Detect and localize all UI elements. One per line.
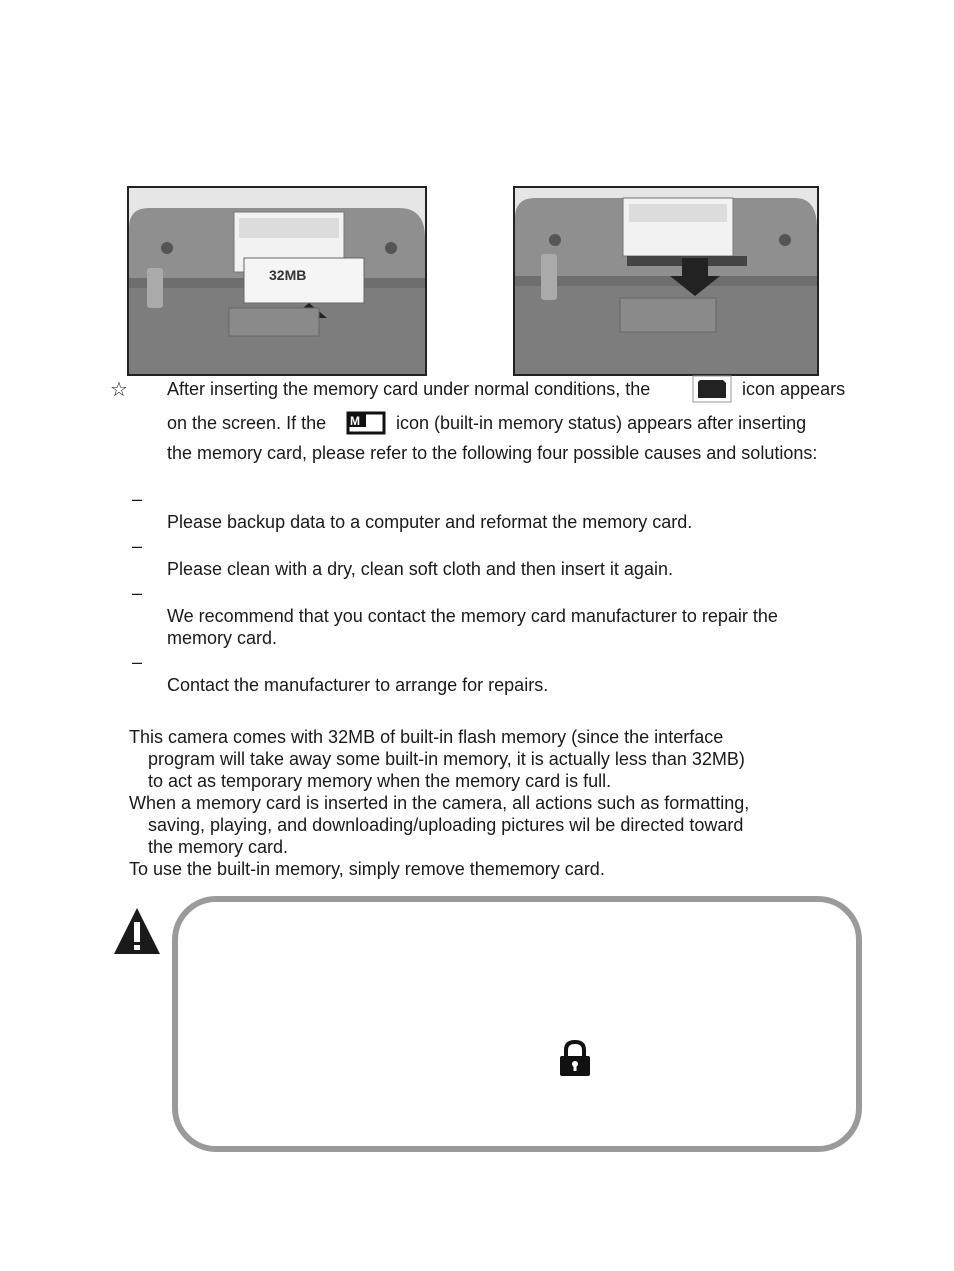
- builtin-p1-l1: This camera comes with 32MB of built-in flash memory (since the interface: [129, 727, 724, 747]
- svg-text:M: M: [350, 414, 360, 428]
- memory-card-icon: [692, 375, 732, 408]
- note-line-2b: icon (built-in memory status) appears after inserting: [396, 413, 807, 433]
- card-label: 32MB: [269, 267, 307, 283]
- cause-2-solution: Please clean with a dry, clean soft cloth and then insert it again.: [167, 559, 673, 579]
- cause-4-solution: Contact the manufacturer to arrange for repairs.: [167, 675, 549, 695]
- photo-remove-card: [513, 186, 819, 376]
- caution-box: [172, 896, 862, 1152]
- cause-1-dash: –: [132, 489, 143, 509]
- cause-3-solution-2: memory card.: [167, 628, 278, 648]
- photo-insert-card: [127, 186, 427, 376]
- builtin-p2-l2: saving, playing, and downloading/uploading pictures wil be directed toward: [148, 815, 744, 835]
- lock-icon: [558, 1040, 592, 1083]
- cause-4-dash: –: [132, 652, 143, 672]
- cause-1-solution: Please backup data to a computer and reformat the memory card.: [167, 512, 693, 532]
- builtin-p2-l3: the memory card.: [148, 837, 289, 857]
- cause-3-solution-1: We recommend that you contact the memory card manufacturer to repair the: [167, 606, 778, 626]
- cause-2-dash: –: [132, 536, 143, 556]
- builtin-p1-l3: to act as temporary memory when the memory card is full.: [148, 771, 612, 791]
- builtin-p3: To use the built-in memory, simply remove thememory card.: [129, 859, 605, 879]
- cause-3-dash: –: [132, 583, 143, 603]
- note-star: ☆: [110, 379, 128, 401]
- warning-triangle-icon: [112, 906, 162, 961]
- note-line-3: the memory card, please refer to the following four possible causes and solutions:: [167, 443, 818, 463]
- builtin-p2-l1: When a memory card is inserted in the camera, all actions such as formatting,: [129, 793, 750, 813]
- note-line-1b: icon appears: [742, 379, 846, 399]
- note-line-2a: on the screen. If the: [167, 413, 327, 433]
- built-in-memory-icon: [344, 410, 388, 441]
- builtin-p1-l2: program will take away some built-in memory, it is actually less than 32MB): [148, 749, 745, 769]
- note-line-1a: After inserting the memory card under normal conditions, the: [167, 379, 651, 399]
